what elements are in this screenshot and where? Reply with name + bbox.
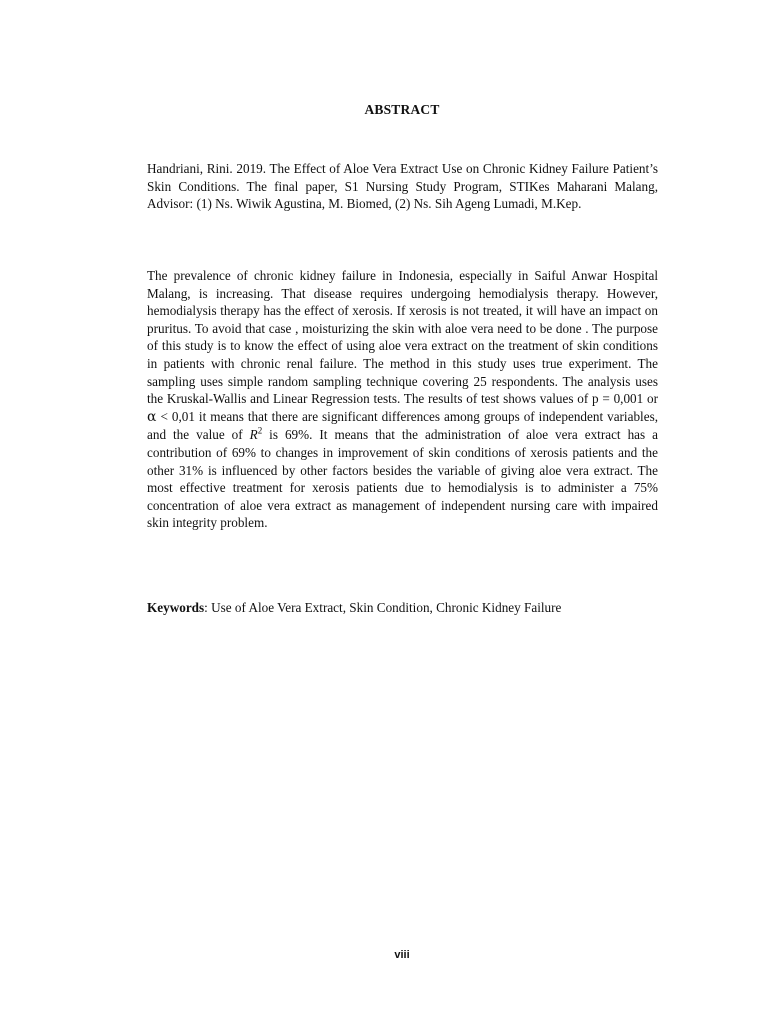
keywords-text: : Use of Aloe Vera Extract, Skin Condition, Chronic Kidney Failure (204, 600, 562, 615)
alpha-symbol: α (147, 408, 157, 425)
abstract-text-part1: The prevalence of chronic kidney failure in Indonesia, especially in Saiful Anwar Hospital Malang, is increasing. That disease requires undergoing hemodialysis therapy. However, hemodialysis therapy has the effect of xerosis. If xerosis is not treated, it will have an impact on pruritus. To avoid that case , moisturizing the skin with aloe vera need to be done . The purpose of this study is to know the effect of using aloe vera extract on the treatment of skin conditions in patients with chronic renal failure. The method in this study uses true experiment. The sampling uses simple random sampling technique covering 25 respondents. The analysis uses the Kruskal-Wallis and Linear Regression tests. The results of test shows values of p = 0,001 or (147, 268, 658, 407)
abstract-text-part2: < 0,01 it means that there are significant differences among groups of independent variables, and the value of (147, 408, 658, 443)
r-squared-symbol (250, 427, 263, 442)
keywords-label: Keywords (147, 600, 205, 615)
keywords-line (147, 599, 658, 617)
r-exponent: 2 (257, 425, 263, 436)
r-symbol: R (249, 427, 258, 443)
abstract-heading: ABSTRACT (364, 102, 440, 117)
abstract-paragraph (147, 267, 658, 532)
abstract-text-part3: is 69%. It means that the administration of aloe vera extract has a contribution of 69% to changes in improvement of skin conditions of xerosis patients and the other 31% is influenced by other factors besides the variable of giving aloe vera extract. The most effective treatment for xerosis patients due to hemodialysis is to administer a 75% concentration of aloe vera extract as management of independent nursing care with impaired skin integrity problem. (147, 427, 658, 531)
page-number: viii (394, 949, 410, 961)
citation-paragraph: Handriani, Rini. 2019. The Effect of Aloe Vera Extract Use on Chronic Kidney Failure Patient’s Skin Conditions. The final paper, S1 Nursing Study Program, STIKes Maharani Malang, Advisor: (1) Ns. Wiwik Agustina, M. Biomed, (2) Ns. Sih Ageng Lumadi, M.Kep. (147, 161, 658, 212)
